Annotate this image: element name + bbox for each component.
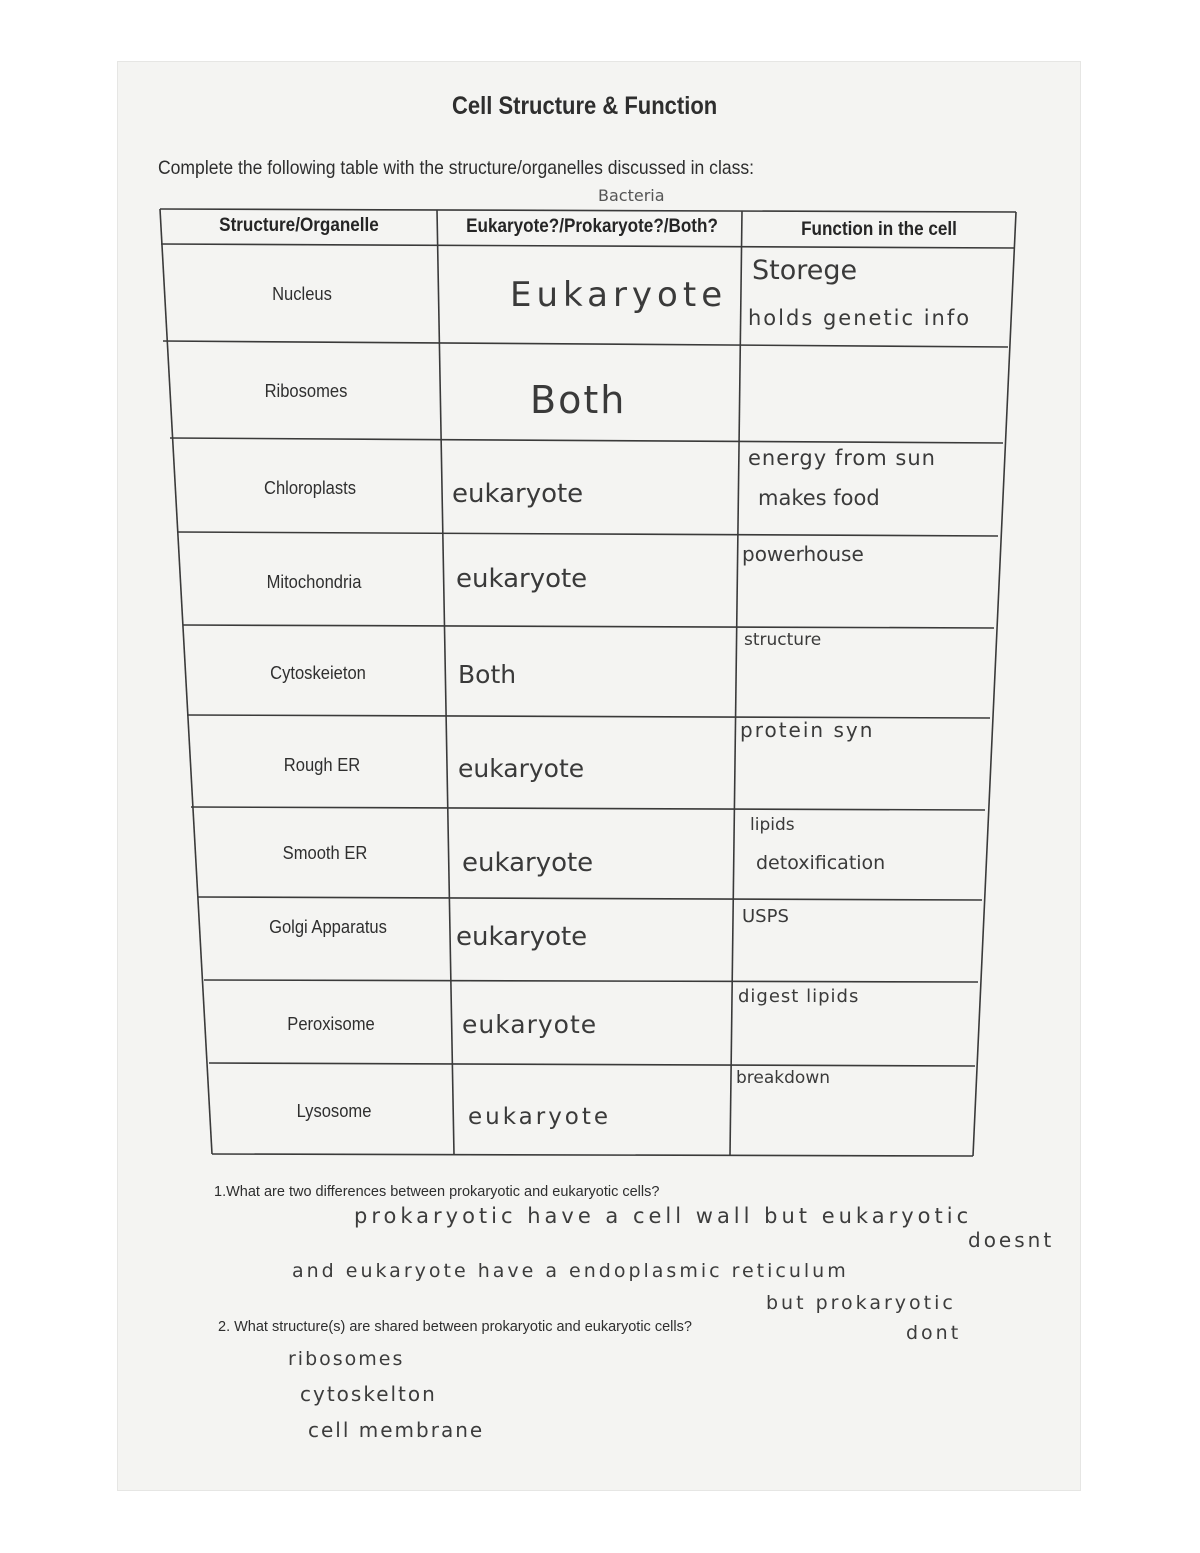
row-smooth-er-function-2: detoxification	[756, 852, 886, 874]
row-rough-er-type: eukaryote	[458, 754, 585, 783]
row-chloroplasts-function-2: makes food	[758, 486, 880, 510]
row-smooth-er-function-1: lipids	[750, 815, 795, 835]
row-rough-er-function: protein syn	[740, 718, 875, 742]
question-2-answer-line-3: cell membrane	[308, 1418, 485, 1442]
row-lysosome-type: eukaryote	[468, 1104, 612, 1130]
row-golgi-type: eukaryote	[456, 922, 588, 952]
row-smooth-er-organelle: Smooth ER	[282, 843, 368, 863]
question-2-answer-line-1: ribosomes	[288, 1348, 405, 1370]
row-ribosomes-type: Both	[530, 378, 627, 422]
header-function: Function in the cell	[801, 219, 957, 240]
row-golgi-organelle: Golgi Apparatus	[269, 917, 387, 937]
question-1-answer-line-4: but prokaryotic	[766, 1292, 956, 1314]
row-nucleus-function-1: Storege	[752, 255, 858, 286]
row-mitochondria-type: eukaryote	[456, 564, 588, 594]
row-cytoskeleton-organelle: Cytoskeieton	[270, 663, 366, 683]
row-nucleus-function-2: holds genetic info	[748, 306, 972, 330]
row-lysosome-function: breakdown	[736, 1068, 830, 1088]
row-mitochondria-organelle: Mitochondria	[266, 572, 362, 592]
bacteria-note: Bacteria	[598, 186, 665, 205]
row-peroxisome-organelle: Peroxisome	[287, 1014, 375, 1034]
question-2-answer-line-2: cytoskelton	[300, 1382, 437, 1406]
row-rough-er-organelle: Rough ER	[283, 755, 361, 775]
question-1-answer-line-1: prokaryotic have a cell wall but eukaryotic	[354, 1204, 973, 1228]
row-mitochondria-function: powerhouse	[742, 542, 864, 566]
row-golgi-function: USPS	[742, 906, 789, 927]
question-1-answer-line-2: doesnt	[968, 1228, 1055, 1252]
row-chloroplasts-function-1: energy from sun	[748, 446, 936, 470]
row-cytoskeleton-function: structure	[744, 630, 822, 650]
question-1-answer-line-3: and eukaryote have a endoplasmic reticulum	[292, 1260, 849, 1282]
row-chloroplasts-type: eukaryote	[452, 479, 584, 509]
instructions-text: Complete the following table with the structure/organelles discussed in class:	[158, 157, 755, 179]
row-peroxisome-type: eukaryote	[462, 1010, 598, 1039]
row-nucleus-type: Eukaryote	[510, 275, 728, 315]
row-cytoskeleton-type: Both	[458, 660, 517, 689]
row-peroxisome-function: digest lipids	[738, 986, 860, 1007]
row-chloroplasts-organelle: Chloroplasts	[263, 478, 357, 498]
row-ribosomes-organelle: Ribosomes	[264, 381, 348, 401]
question-1-prompt: 1.What are two differences between prokaryotic and eukaryotic cells?	[214, 1184, 660, 1200]
row-smooth-er-type: eukaryote	[462, 848, 594, 878]
header-type: Eukaryote?/Prokaryote?/Both?	[466, 216, 718, 237]
question-2-prompt: 2. What structure(s) are shared between prokaryotic and eukaryotic cells?	[218, 1319, 692, 1335]
worksheet-title: Cell Structure & Function	[452, 92, 718, 120]
row-nucleus-organelle: Nucleus	[272, 284, 332, 304]
question-1-answer-line-5: dont	[906, 1322, 962, 1344]
row-lysosome-organelle: Lysosome	[296, 1101, 372, 1121]
header-structure: Structure/Organelle	[219, 215, 379, 236]
